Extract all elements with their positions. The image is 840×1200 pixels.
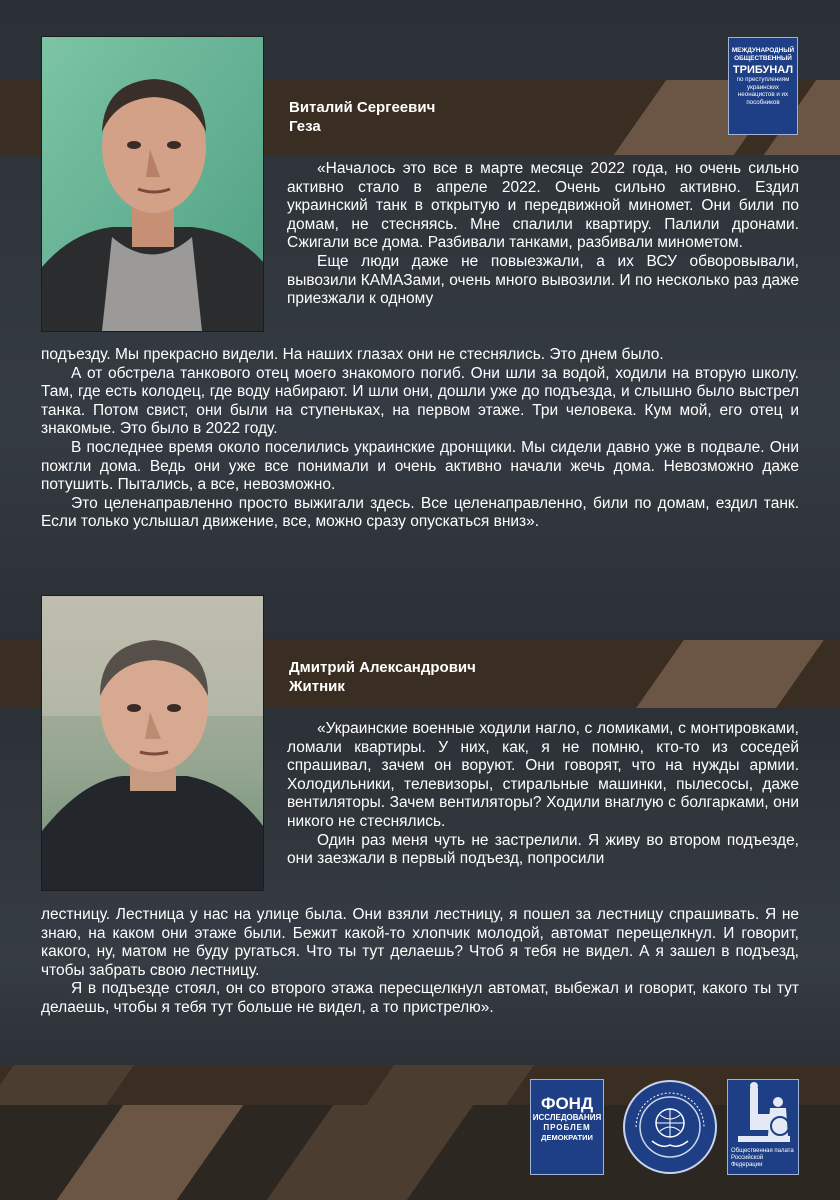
person1-quote-top xyxy=(287,160,799,309)
person2-last-name: Житник xyxy=(289,678,345,695)
person1-paragraph-2b: подъезду. Мы прекрасно видели. На наших глазах они не стеснялись. Это днем было. xyxy=(41,346,664,363)
portrait-photo-2 xyxy=(41,595,264,891)
person1-paragraph-1: «Началось это все в марте месяце 2022 года, но очень сильно активно стало в апреле 2022. Очень сильно активно. Ездил украинский танк в открытую и передвижной миномет. Они били по домам, не стесняясь. Мне спалили квартиру. Палили дронами. Сжигали все дома. Разбивали танками, разбивали минометом. xyxy=(287,160,799,252)
public-chamber-caption: Общественная палата Российской Федерации xyxy=(731,1148,794,1168)
person2-name xyxy=(289,658,476,696)
portrait-photo-1 xyxy=(41,36,264,332)
person1-quote-bottom xyxy=(41,346,799,532)
tribunal-logo-line2: ТРИБУНАЛ xyxy=(732,64,794,76)
fond-logo-title: ФОНД xyxy=(540,1094,594,1113)
person1-name xyxy=(289,98,435,136)
tribunal-logo-line3: по преступлениям украинских неонацистов и их пособников xyxy=(736,76,790,106)
person2-paragraph-2b: лестницу. Лестница у нас на улице была. Они взяли лестницу, я пошел за лестницу спрашивать. Я не знаю, на каком они этаже были. Бежит какой-то хлопчик молодой, автомат перещелкнул. И говорит, какого, ну, матом не буду ругаться. Что ты тут делаешь? Чтоб я тебя не видел. А я зашел в подъезд, чтобы забрать свою лестницу. xyxy=(41,906,799,979)
public-chamber-logo xyxy=(727,1079,799,1175)
fond-logo-line4: ДЕМОКРАТИИ xyxy=(541,1133,593,1142)
person1-paragraph-2a: Еще люди даже не повыезжали, а их ВСУ обворовывали, вывозили КАМАЗами, очень много вывозили. И по несколько раз даже приезжали к одному xyxy=(287,252,799,308)
fond-logo xyxy=(530,1079,604,1175)
person1-paragraph-5: Это целенаправленно просто выжигали здесь. Все целенаправленно, били по домам, ездил танк. Если только услышал движение, все, можно сразу опускаться вниз». xyxy=(41,494,799,531)
fond-logo-line3: ПРОБЛЕМ xyxy=(543,1123,591,1132)
tribunal-logo xyxy=(728,37,798,135)
person1-first-name: Виталий Сергеевич xyxy=(289,99,436,116)
compatriots-foundation-seal xyxy=(622,1079,718,1175)
person2-paragraph-2a: Один раз меня чуть не застрелили. Я живу во втором подъезде, они заезжали в первый подъезд, попросили xyxy=(287,831,799,868)
person2-quote-bottom xyxy=(41,906,799,1018)
fond-logo-line2: ИССЛЕДОВАНИЯ xyxy=(532,1113,602,1122)
person1-last-name: Геза xyxy=(289,118,321,135)
person1-paragraph-3: А от обстрела танкового отец моего знакомого погиб. Они шли за водой, ходили на вторую школу. Там, где есть колодец, где воду набирают. И шли они, дошли уже до подъезда, и слышно было выстрел танка. Потом свист, они были на ступеньках, на первом этаже. Три человека. Кум мой, его отец и знакомые. Это было в 2022 году. xyxy=(41,364,799,438)
person2-paragraph-3: Я в подъезде стоял, он со второго этажа пересщелкнул автомат, выбежал и говорит, какого ты тут делаешь, чтобы я тебя тут больше не видел, а то пристрелю». xyxy=(41,980,799,1016)
person2-paragraph-1: «Украинские военные ходили нагло, с ломиками, с монтировками, ломали квартиры. У них, как, я не помню, кто-то из соседей спрашивал, зачем он воруют. Они говорят, что на нужды армии. Холодильники, телевизоры, стиральные машинки, пылесосы, даже вентиляторы. Зачем вентиляторы? Ходили внаглую с болгарками, они никого не стеснялись. xyxy=(287,720,799,830)
person2-first-name: Дмитрий Александрович xyxy=(289,659,476,676)
person2-quote-top xyxy=(287,720,799,869)
person1-paragraph-4: В последнее время около поселились украинские дронщики. Мы сидели давно уже в подвале. Они пожгли дома. Ведь они уже все понимали и очень активно начали жечь дома. Невозможно даже потушить. Пытались, а все, невозможно. xyxy=(41,438,799,494)
tribunal-logo-line1: МЕЖДУНАРОДНЫЙ ОБЩЕСТВЕННЫЙ xyxy=(731,47,795,62)
